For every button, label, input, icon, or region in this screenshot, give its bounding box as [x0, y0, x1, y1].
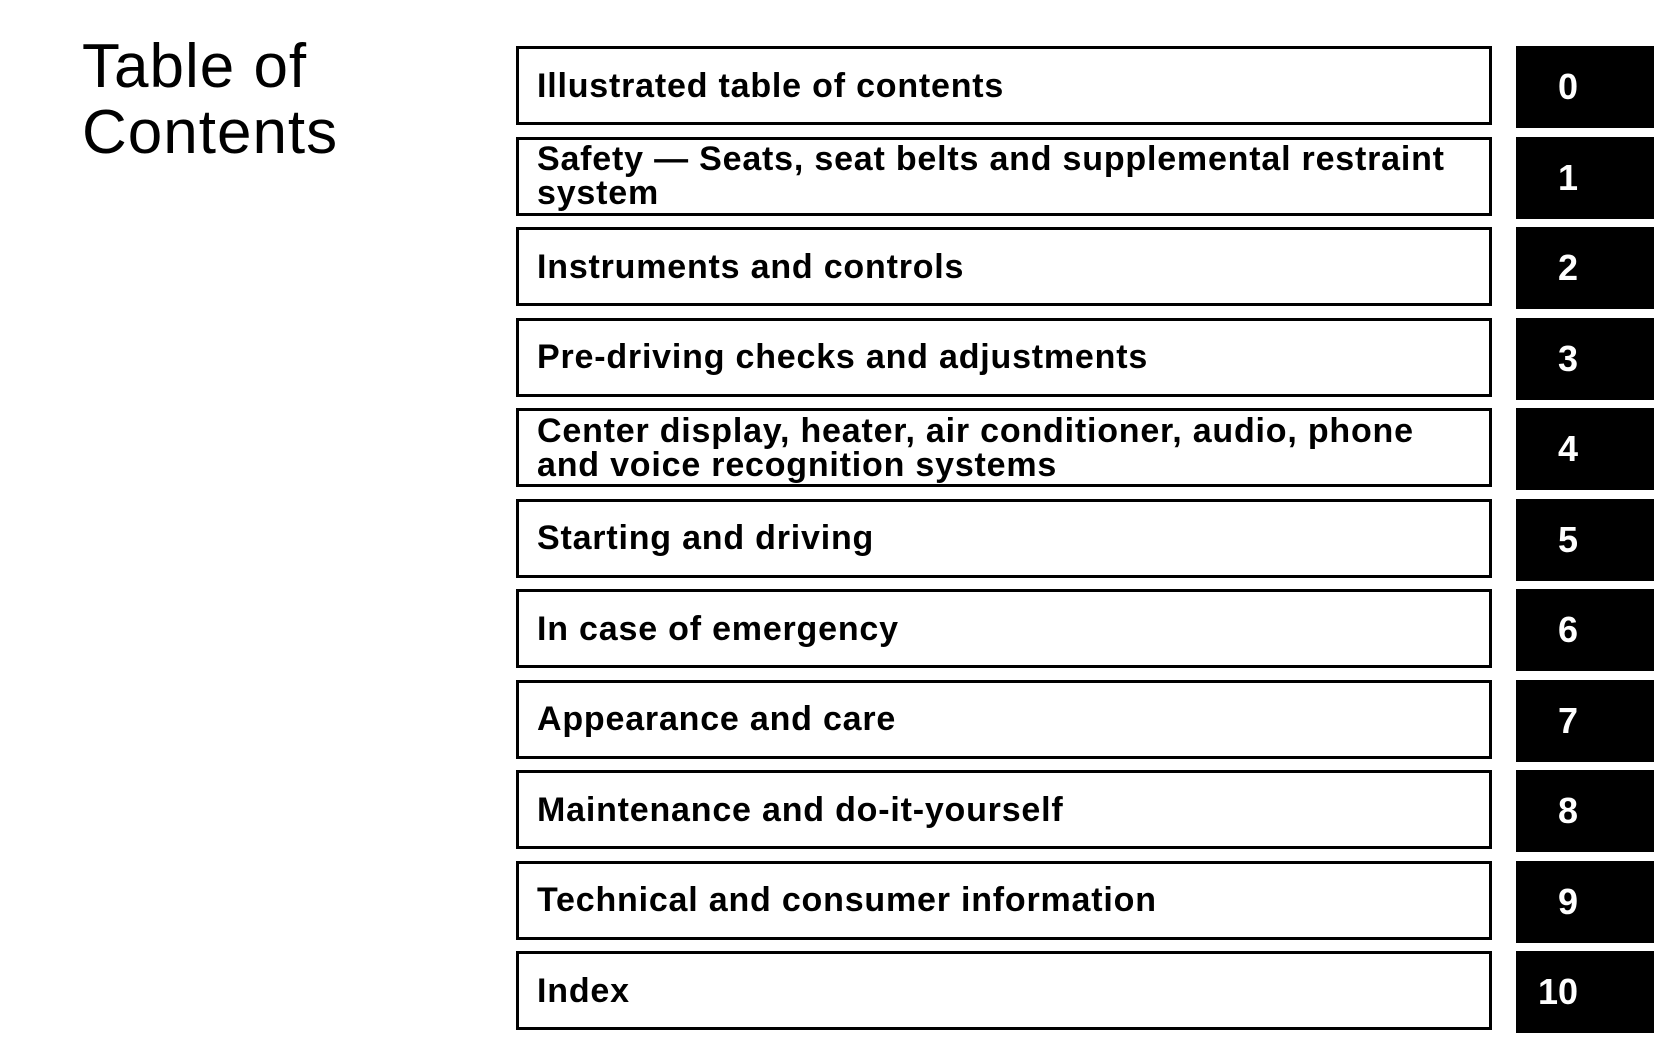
- section-number: 1: [1558, 156, 1579, 198]
- section-tab[interactable]: [1516, 861, 1654, 943]
- toc-entry-title: Maintenance and do-it-yourself: [537, 790, 1064, 829]
- section-tab[interactable]: [1516, 499, 1654, 581]
- toc-entry-box[interactable]: [516, 227, 1492, 306]
- section-number: 9: [1558, 880, 1579, 922]
- toc-entry-box[interactable]: [516, 680, 1492, 759]
- toc-list: [516, 46, 1654, 1042]
- section-number: 3: [1558, 337, 1579, 379]
- section-tab[interactable]: [1516, 408, 1654, 490]
- section-tab[interactable]: [1516, 951, 1654, 1033]
- toc-entry-6[interactable]: [516, 589, 1654, 668]
- toc-entry-box[interactable]: [516, 951, 1492, 1030]
- toc-entry-title: Index: [537, 971, 630, 1010]
- toc-entry-1[interactable]: [516, 137, 1654, 216]
- toc-entry-2[interactable]: [516, 227, 1654, 306]
- section-tab[interactable]: [1516, 227, 1654, 309]
- page-title: [82, 34, 338, 166]
- toc-entry-3[interactable]: [516, 318, 1654, 397]
- toc-entry-title: Illustrated table of contents: [537, 66, 1005, 105]
- section-tab[interactable]: [1516, 680, 1654, 762]
- toc-entry-9[interactable]: [516, 861, 1654, 940]
- toc-entry-box[interactable]: [516, 318, 1492, 397]
- toc-entry-title: Instruments and controls: [537, 247, 965, 286]
- page-title-line-2: Contents: [82, 98, 339, 167]
- toc-entry-10[interactable]: [516, 951, 1654, 1030]
- toc-entry-4[interactable]: [516, 408, 1654, 487]
- toc-entry-box[interactable]: [516, 408, 1492, 487]
- section-tab[interactable]: [1516, 589, 1654, 671]
- toc-entry-5[interactable]: [516, 499, 1654, 578]
- toc-entry-box[interactable]: [516, 589, 1492, 668]
- toc-entry-title: Technical and consumer information: [537, 881, 1157, 919]
- toc-entry-box[interactable]: [516, 46, 1492, 125]
- section-tab[interactable]: [1516, 318, 1654, 400]
- section-number: 5: [1558, 518, 1579, 560]
- section-number: 6: [1558, 609, 1579, 650]
- section-number: 10: [1538, 971, 1579, 1012]
- page-title-line-1: Table of: [82, 32, 308, 101]
- toc-entry-box[interactable]: [516, 861, 1492, 940]
- toc-entry-title: Pre-driving checks and adjustments: [537, 338, 1149, 376]
- toc-entry-box[interactable]: [516, 137, 1492, 216]
- section-number: 0: [1558, 66, 1579, 107]
- section-number: 4: [1558, 428, 1579, 469]
- toc-entry-title: Center display, heater, air conditioner, audio, phone and voice recognition systems: [537, 411, 1414, 484]
- section-tab[interactable]: [1516, 770, 1654, 852]
- section-number: 8: [1558, 790, 1579, 831]
- section-tab[interactable]: [1516, 46, 1654, 128]
- toc-entry-8[interactable]: [516, 770, 1654, 849]
- section-number: 2: [1558, 247, 1579, 288]
- toc-entry-title: Appearance and care: [537, 700, 897, 738]
- toc-entry-0[interactable]: [516, 46, 1654, 125]
- toc-entry-7[interactable]: [516, 680, 1654, 759]
- toc-entry-title: Safety — Seats, seat belts and supplemental restraint system: [537, 140, 1445, 212]
- toc-entry-box[interactable]: [516, 770, 1492, 849]
- toc-entry-title: In case of emergency: [537, 609, 899, 648]
- section-tab[interactable]: [1516, 137, 1654, 219]
- toc-entry-box[interactable]: [516, 499, 1492, 578]
- section-number: 7: [1558, 699, 1579, 741]
- toc-entry-title: Starting and driving: [537, 519, 875, 557]
